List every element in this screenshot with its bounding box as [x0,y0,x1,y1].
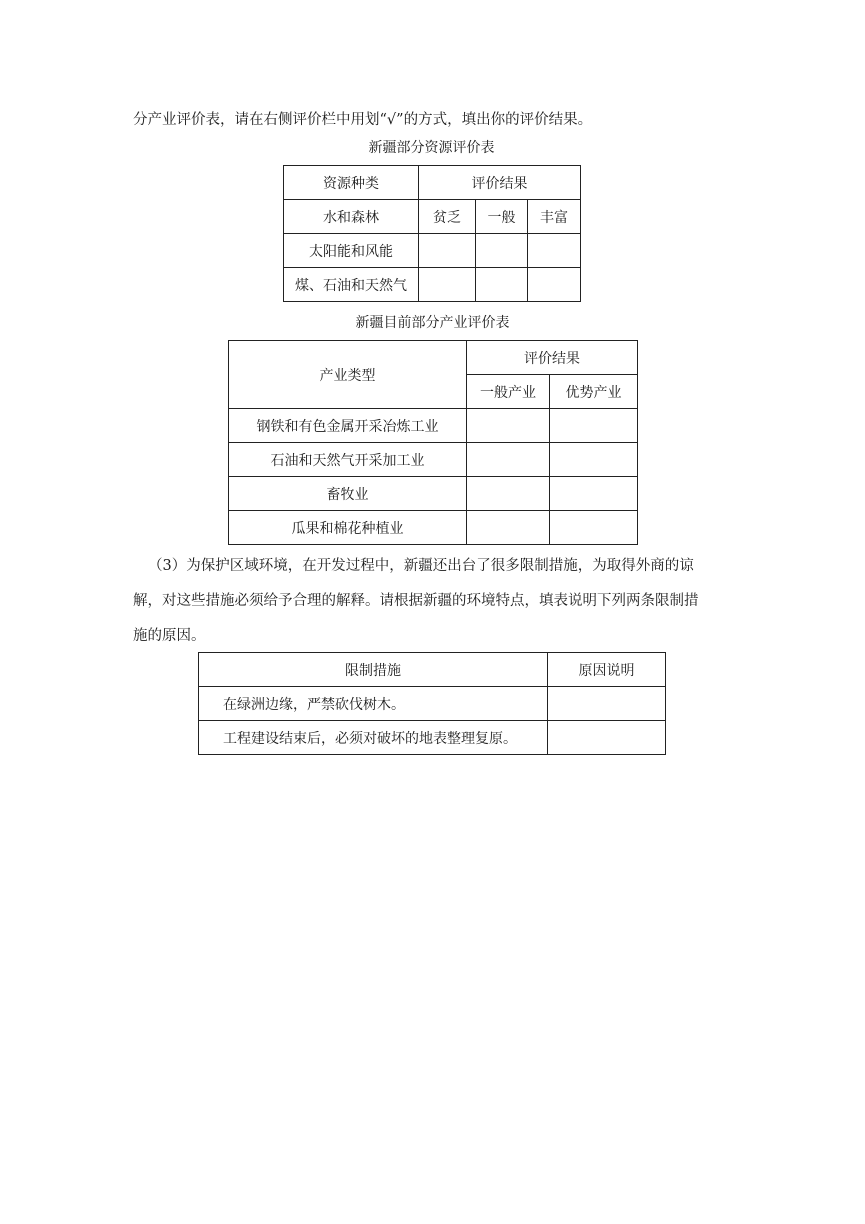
answer-cell[interactable] [550,443,638,477]
industry-table-caption: 新疆目前部分产业评价表 [355,315,510,331]
answer-cell[interactable] [528,234,581,268]
intro-line: 分产业评价表，请在右侧评价栏中用划“√”的方式，填出你的评价结果。 [133,112,593,128]
industry-row-label: 畜牧业 [229,477,467,511]
answer-cell[interactable] [550,409,638,443]
answer-cell[interactable] [467,443,550,477]
question3-line3: 施的原因。 [133,628,206,644]
resource-type-header: 资源种类 [284,166,419,200]
reason-header: 原因说明 [548,653,666,687]
resource-row-label: 煤、石油和天然气 [284,268,419,302]
industry-row-label: 石油和天然气开采加工业 [229,443,467,477]
level-header-advantage: 优势产业 [550,375,638,409]
answer-cell[interactable] [550,511,638,545]
answer-cell[interactable] [476,234,528,268]
question3-line2: 解，对这些措施必须给予合理的解释。请根据新疆的环境特点，填表说明下列两条限制措 [133,593,699,609]
industry-result-header: 评价结果 [467,341,638,375]
answer-cell[interactable] [467,511,550,545]
resource-result-header: 评价结果 [419,166,581,200]
resource-row-label: 水和森林 [284,200,419,234]
industry-row-label: 瓜果和棉花种植业 [229,511,467,545]
level-header-medium: 一般 [476,200,528,234]
level-header-poor: 贫乏 [419,200,476,234]
answer-cell[interactable] [528,268,581,302]
measure-reason-table [198,652,666,755]
answer-cell[interactable] [419,234,476,268]
answer-cell[interactable] [419,268,476,302]
reason-answer-cell[interactable] [548,721,666,755]
resource-evaluation-table [283,165,581,302]
level-header-rich: 丰富 [528,200,581,234]
question3-line1: （3）为保护区域环境，在开发过程中，新疆还出台了很多限制措施，为取得外商的谅 [148,558,694,574]
industry-evaluation-table [228,340,638,545]
industry-type-header: 产业类型 [229,341,467,409]
resource-row-label: 太阳能和风能 [284,234,419,268]
measure-row-label: 在绿洲边缘，严禁砍伐树木。 [199,687,548,721]
reason-answer-cell[interactable] [548,687,666,721]
level-header-general: 一般产业 [467,375,550,409]
industry-row-label: 钢铁和有色金属开采冶炼工业 [229,409,467,443]
answer-cell[interactable] [467,477,550,511]
answer-cell[interactable] [550,477,638,511]
answer-cell[interactable] [476,268,528,302]
measure-row-label: 工程建设结束后，必须对破坏的地表整理复原。 [199,721,548,755]
answer-cell[interactable] [467,409,550,443]
measure-header: 限制措施 [199,653,548,687]
resource-table-caption: 新疆部分资源评价表 [368,140,495,156]
